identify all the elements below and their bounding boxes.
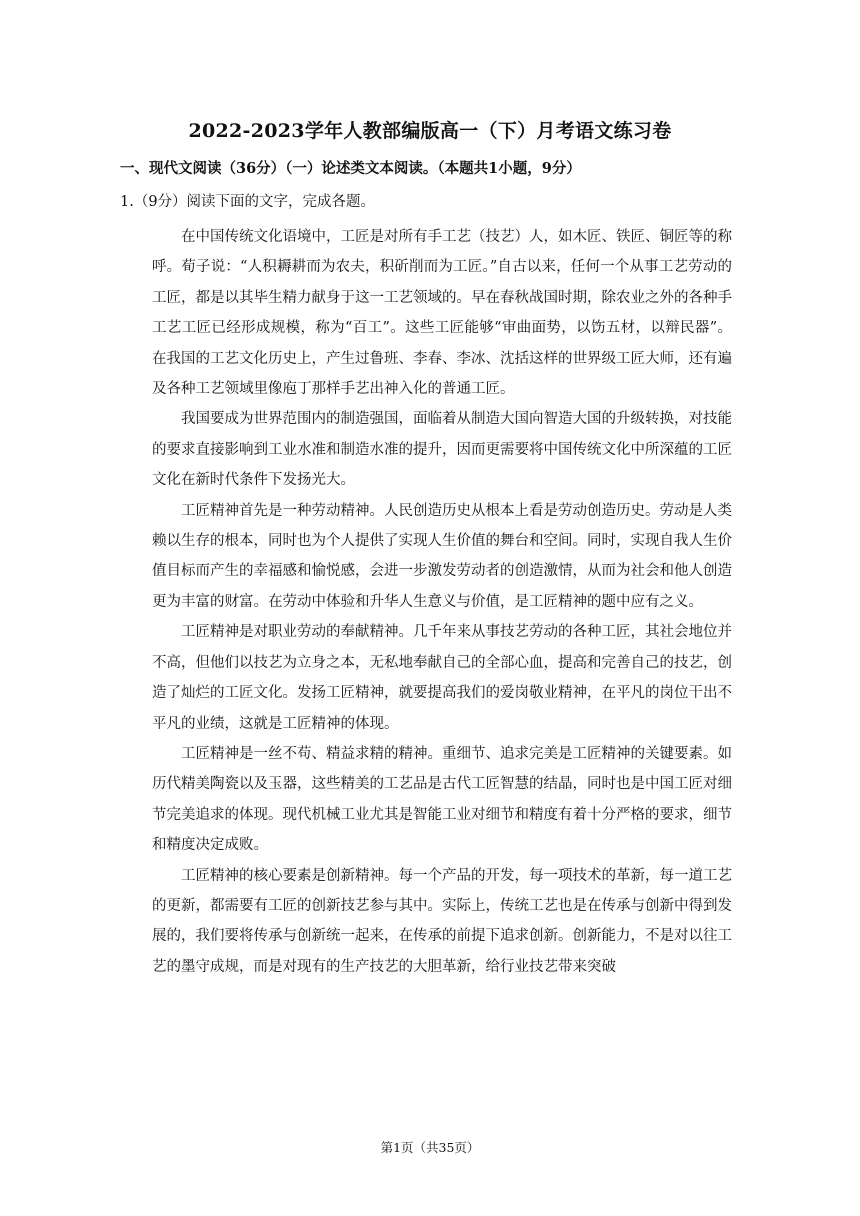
passage-paragraph: 工匠精神是一丝不苟、精益求精的精神。重细节、追求完美是工匠精神的关键要素。如历代精美陶瓷以及玉器，这些精美的工艺品是古代工匠智慧的结晶，同时也是中国工匠对细节完美追求的体现。现代机械工业尤其是智能工业对细节和精度有着十分严格的要求，细节和精度决定成败。 xyxy=(152,745,732,854)
reading-passage xyxy=(152,222,732,982)
section-heading: 一、现代文阅读（36分）（一）论述类文本阅读。（本题共1小题，9分） xyxy=(120,160,581,177)
page-title: 2022-2023学年人教部编版高一（下）月考语文练习卷 xyxy=(188,120,672,142)
passage-paragraph: 在中国传统文化语境中，工匠是对所有手工艺（技艺）人，如木匠、铁匠、铜匠等的称呼。荀子说：“人积耨耕而为农夫，积斫削而为工匠。”自古以来，任何一个从事工艺劳动的工匠，都是以其毕生精力献身于这一工艺领域的。早在春秋战国时期，除农业之外的各种手工艺工匠已经形成规模，称为“百工”。这些工匠能够“审曲面势，以饬五材，以辩民器”。在我国的工艺文化历史上，产生过鲁班、李春、李冰、沈括这样的世界级工匠大师，还有遍及各种工艺领域里像庖丁那样手艺出神入化的普通工匠。 xyxy=(152,229,732,398)
page-footer: 第1页（共35页） xyxy=(380,1140,480,1155)
passage-paragraph: 工匠精神首先是一种劳动精神。人民创造历史从根本上看是劳动创造历史。劳动是人类赖以生存的根本，同时也为个人提供了实现人生价值的舞台和空间。同时，实现自我人生价值目标而产生的幸福感和愉悦感，会进一步激发劳动者的创造激情，从而为社会和他人创造更为丰富的财富。在劳动中体验和升华人生意义与价值，是工匠精神的题中应有之义。 xyxy=(152,502,732,610)
question-prompt: 1.（9分）阅读下面的文字，完成各题。 xyxy=(120,194,376,210)
passage-paragraph: 工匠精神是对职业劳动的奉献精神。几千年来从事技艺劳动的各种工匠，其社会地位并不高，但他们以技艺为立身之本，无私地奉献自己的全部心血，提高和完善自己的技艺，创造了灿烂的工匠文化。发扬工匠精神，就要提高我们的爱岗敬业精神，在平凡的岗位干出不平凡的业绩，这就是工匠精神的体现。 xyxy=(152,624,732,732)
passage-paragraph: 工匠精神的核心要素是创新精神。每一个产品的开发，每一项技术的革新，每一道工艺的更新，都需要有工匠的创新技艺参与其中。实际上，传统工艺也是在传承与创新中得到发展的，我们要将传承与创新统一起来，在传承的前提下追求创新。创新能力，不是对以往工艺的墨守成规，而是对现有的生产技艺的大胆革新，给行业技艺带来突破 xyxy=(152,867,732,975)
passage-paragraph: 我国要成为世界范围内的制造强国，面临着从制造大国向智造大国的升级转换，对技能的要求直接影响到工业水准和制造水准的提升，因而更需要将中国传统文化中所深蕴的工匠文化在新时代条件下发扬光大。 xyxy=(152,411,732,489)
